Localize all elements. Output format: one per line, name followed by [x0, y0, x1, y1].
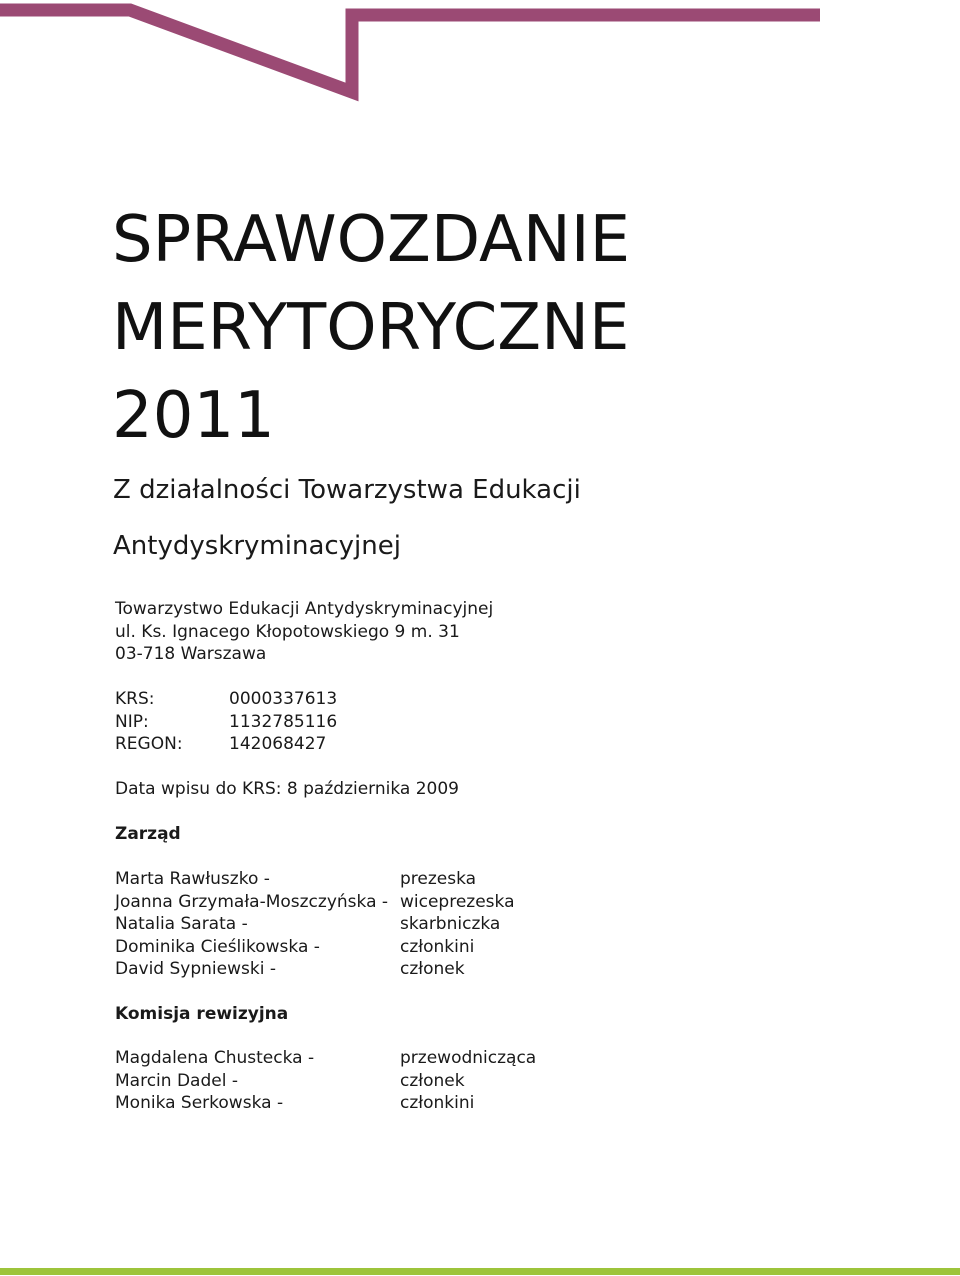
identifier-label: KRS:: [115, 689, 155, 709]
title-line-3: 2011: [112, 379, 275, 453]
member-role: członkini: [400, 1093, 475, 1113]
identifier-row: [115, 733, 337, 756]
member-name: Monika Serkowska -: [115, 1093, 284, 1113]
member-role: przewodnicząca: [400, 1048, 537, 1068]
member-name: Marta Rawłuszko -: [115, 869, 270, 889]
organization-street: ul. Ks. Ignacego Kłopotowskiego 9 m. 31: [115, 621, 460, 642]
member-role: prezeska: [400, 869, 477, 889]
member-role: skarbniczka: [400, 914, 501, 934]
member-role: członek: [400, 959, 465, 979]
identifier-value: 142068427: [229, 734, 327, 754]
organization-identifiers: [115, 688, 337, 756]
audit-member-row: [115, 1070, 536, 1093]
member-name: Natalia Sarata -: [115, 914, 248, 934]
board-member-row: [115, 936, 515, 959]
member-name: Marcin Dadel -: [115, 1070, 238, 1091]
member-name: Magdalena Chustecka -: [115, 1048, 315, 1068]
audit-member-row: [115, 1092, 536, 1115]
header-accent-line: [0, 10, 820, 92]
identifier-row: [115, 688, 337, 711]
organization-city: 03-718 Warszawa: [115, 644, 267, 664]
board-members: [115, 868, 515, 981]
board-heading: Zarząd: [115, 824, 181, 844]
board-member-row: [115, 958, 515, 981]
organization-address: [115, 598, 493, 666]
audit-member-row: [115, 1047, 536, 1070]
member-role: członkini: [400, 936, 475, 957]
identifier-row: [115, 711, 337, 734]
document-title: [112, 196, 630, 460]
title-line-2: MERYTORYCZNE: [112, 291, 630, 365]
title-line-1: SPRAWOZDANIE: [112, 203, 630, 277]
subtitle-line-2: Antydyskryminacyjnej: [113, 531, 401, 561]
identifier-value: 1132785116: [229, 711, 338, 732]
member-role: wiceprezeska: [400, 891, 515, 912]
identifier-value: 0000337613: [229, 689, 338, 709]
audit-committee-members: [115, 1047, 536, 1115]
identifier-label: REGON:: [115, 734, 183, 754]
registration-date: Data wpisu do KRS: 8 października 2009: [115, 779, 459, 799]
member-name: David Sypniewski -: [115, 959, 276, 979]
identifier-label: NIP:: [115, 711, 149, 732]
board-member-row: [115, 891, 515, 914]
member-name: Joanna Grzymała-Moszczyńska -: [115, 891, 389, 912]
board-member-row: [115, 913, 515, 936]
header-decoration: [0, 0, 960, 110]
board-member-row: [115, 868, 515, 891]
member-name: Dominika Cieślikowska -: [115, 936, 320, 957]
subtitle-line-1: Z działalności Towarzystwa Edukacji: [113, 475, 581, 505]
audit-committee-heading: Komisja rewizyjna: [115, 1004, 289, 1024]
member-role: członek: [400, 1070, 465, 1091]
document-subtitle: [113, 462, 581, 574]
footer-bar: [0, 1268, 960, 1275]
organization-name: Towarzystwo Edukacji Antydyskryminacyjnej: [115, 599, 494, 619]
